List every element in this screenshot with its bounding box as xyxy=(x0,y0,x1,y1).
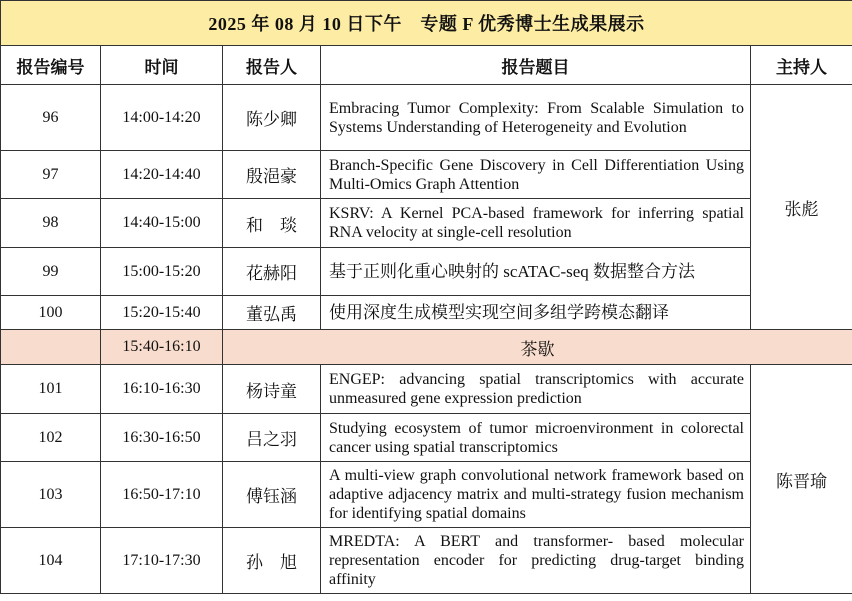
table-row xyxy=(1,248,852,296)
talk-topic-text: Embracing Tumor Complexity: From Scalable Simulation to Systems Understanding of Heterogeneity and Evolution xyxy=(329,99,744,136)
table-row xyxy=(1,528,852,594)
talk-number: 99 xyxy=(1,248,101,296)
talk-number: 103 xyxy=(1,462,101,528)
talk-number: 96 xyxy=(1,85,101,151)
table-row xyxy=(1,296,852,330)
talk-number: 100 xyxy=(1,296,101,330)
talk-topic xyxy=(321,85,751,151)
talk-speaker: 傅钰涵 xyxy=(223,462,321,528)
talk-speaker: 花赫阳 xyxy=(223,248,321,296)
talk-topic xyxy=(321,414,751,462)
talk-topic xyxy=(321,462,751,528)
talk-topic-text: ENGEP: advancing spatial transcriptomics with accurate unmeasured gene expression prediction xyxy=(329,371,744,407)
talk-topic xyxy=(321,199,751,248)
table-row xyxy=(1,462,852,528)
table-row xyxy=(1,85,852,151)
break-time: 15:40-16:10 xyxy=(101,330,223,365)
table-row xyxy=(1,365,852,414)
talk-time: 16:30-16:50 xyxy=(101,414,223,462)
talk-speaker: 杨诗童 xyxy=(223,365,321,414)
header-speaker: 报告人 xyxy=(223,46,321,85)
header-host: 主持人 xyxy=(751,46,852,85)
talk-topic-text: KSRV: A Kernel PCA-based framework for inferring spatial RNA velocity at single-cell resolution xyxy=(329,205,744,241)
talk-topic-text: Studying ecosystem of tumor microenvironment in colorectal cancer using spatial transcriptomics xyxy=(329,419,744,456)
header-row xyxy=(1,46,852,85)
talk-number: 98 xyxy=(1,199,101,248)
talk-time: 15:00-15:20 xyxy=(101,248,223,296)
host-1: 张彪 xyxy=(751,85,852,330)
header-time: 时间 xyxy=(101,46,223,85)
talk-speaker: 殷浥豪 xyxy=(223,151,321,199)
header-number: 报告编号 xyxy=(1,46,101,85)
talk-time: 16:10-16:30 xyxy=(101,365,223,414)
talk-time: 16:50-17:10 xyxy=(101,462,223,528)
talk-topic xyxy=(321,365,751,414)
talk-topic-text: Branch-Specific Gene Discovery in Cell Differentiation Using Multi-Omics Graph Attention xyxy=(329,156,744,193)
talk-speaker: 吕之羽 xyxy=(223,414,321,462)
table-row xyxy=(1,199,852,248)
talk-number: 101 xyxy=(1,365,101,414)
talk-time: 14:00-14:20 xyxy=(101,85,223,151)
talk-time: 14:40-15:00 xyxy=(101,199,223,248)
talk-number: 102 xyxy=(1,414,101,462)
host-2: 陈晋瑜 xyxy=(751,365,852,594)
talk-topic-text: 使用深度生成模型实现空间多组学跨模态翻译 xyxy=(329,303,669,322)
talk-topic xyxy=(321,528,751,594)
break-row xyxy=(1,330,852,365)
talk-number: 97 xyxy=(1,151,101,199)
break-label: 茶歇 xyxy=(223,330,852,365)
break-number-cell xyxy=(1,330,101,365)
talk-number: 104 xyxy=(1,528,101,594)
talk-time: 14:20-14:40 xyxy=(101,151,223,199)
talk-time: 15:20-15:40 xyxy=(101,296,223,330)
talk-topic-text: MREDTA: A BERT and transformer- based molecular representation encoder for predicting drug-target binding affinity xyxy=(329,533,744,588)
talk-speaker: 和 琰 xyxy=(223,199,321,248)
header-topic: 报告题目 xyxy=(321,46,751,85)
talk-speaker: 孙 旭 xyxy=(223,528,321,594)
talk-topic xyxy=(321,296,751,330)
talk-topic xyxy=(321,151,751,199)
talk-speaker: 董弘禹 xyxy=(223,296,321,330)
talk-time: 17:10-17:30 xyxy=(101,528,223,594)
title-row xyxy=(1,1,852,46)
schedule-title: 2025 年 08 月 10 日下午 专题 F 优秀博士生成果展示 xyxy=(1,1,852,46)
talk-topic xyxy=(321,248,751,296)
table-row xyxy=(1,414,852,462)
talk-topic-text: 基于正则化重心映射的 scATAC-seq 数据整合方法 xyxy=(329,262,696,281)
talk-speaker: 陈少卿 xyxy=(223,85,321,151)
table-row xyxy=(1,151,852,199)
talk-topic-text: A multi-view graph convolutional network framework based on adaptive adjacency matrix and multi-strategy fusion mechanism for identifying spatial domains xyxy=(329,467,744,522)
